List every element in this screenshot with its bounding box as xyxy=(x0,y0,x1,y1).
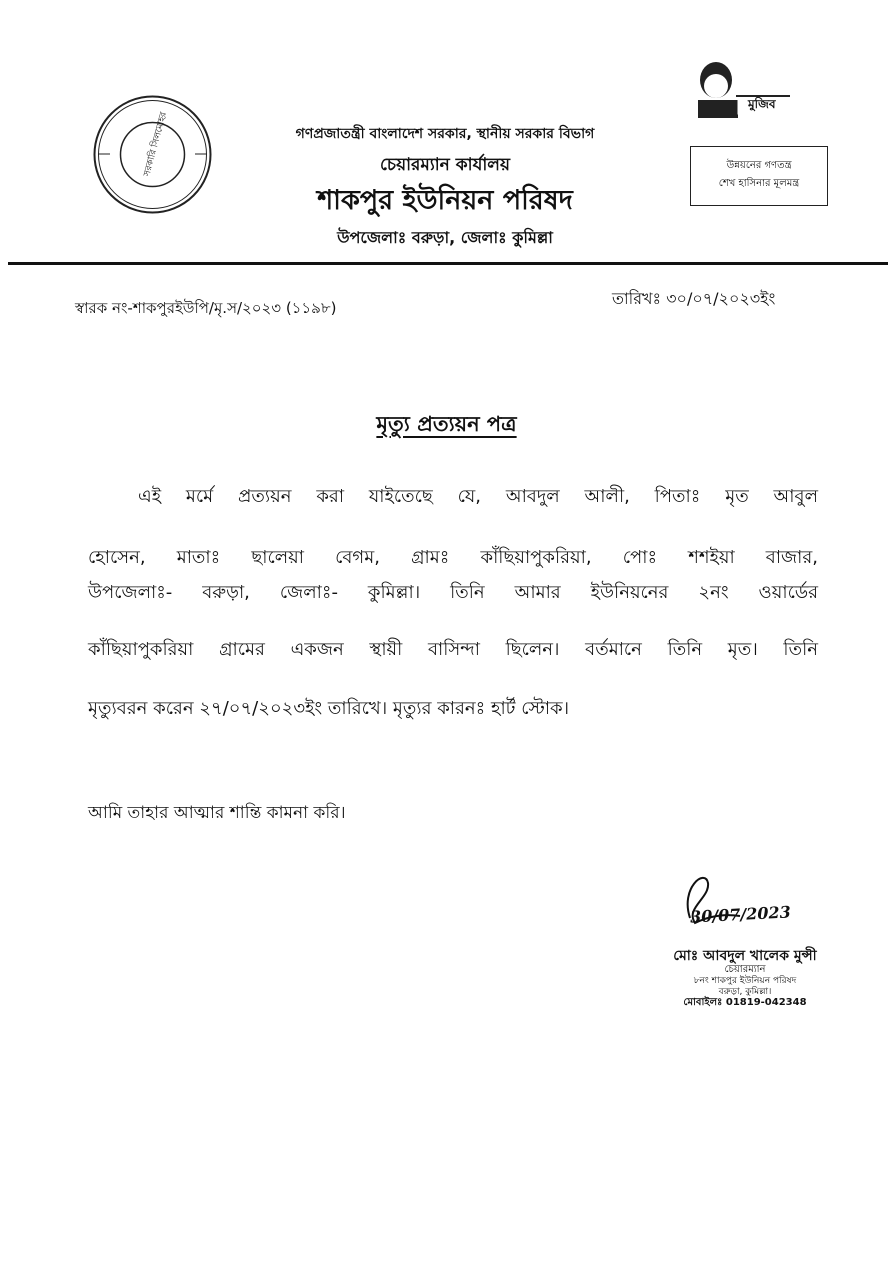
council-name: শাকপুর ইউনিয়ন পরিষদ xyxy=(317,185,573,216)
slogan-line-1: উন্নয়নের গণতন্ত্র xyxy=(726,160,792,171)
svg-text:সরকারি সিলমোহর: সরকারি সিলমোহর xyxy=(142,111,170,178)
slogan-line-2: শেখ হাসিনার মূলমন্ত্র xyxy=(718,178,800,189)
signatory-mobile: মোবাইলঃ 01819-042348 xyxy=(683,997,807,1008)
mujib-logo xyxy=(688,52,793,122)
body-line: মৃত্যুবরন করেন ২৭/০৭/২০২৩ইং তারিখে। মৃত্যুর কারনঃ হার্ট স্টোক। xyxy=(88,698,570,719)
body-line: এই মর্মে প্রত্যয়ন করা যাইতেছে যে, আবদুল আলী, পিতাঃ মৃত আবুল xyxy=(138,486,818,507)
ministry-line: গণপ্রজাতন্ত্রী বাংলাদেশ সরকার, স্থানীয় সরকার বিভাগ xyxy=(295,126,595,142)
office-title: চেয়ারম্যান কার্যালয় xyxy=(380,155,510,175)
document-title-text: মৃত্যু প্রত্যয়ন পত্র xyxy=(376,412,517,436)
slogan-box xyxy=(690,146,828,206)
seal-graphic xyxy=(90,92,215,217)
closing-line: আমি তাহার আত্মার শান্তি কামনা করি। xyxy=(88,803,346,823)
body-line: হোসেন, মাতাঃ ছালেয়া বেগম, গ্রামঃ কাঁছিয়াপুকরিয়া, পোঃ শশইয়া বাজার, xyxy=(88,547,818,568)
signatory-name: মোঃ আবদুল খালেক মুন্সী xyxy=(673,948,817,964)
document-title xyxy=(0,408,893,443)
body-line: কাঁছিয়াপুকরিয়া গ্রামের একজন স্থায়ী বাসিন্দা ছিলেন। বর্তমানে তিনি মৃত। তিনি xyxy=(88,639,818,660)
logo-text: মুজিব xyxy=(748,97,776,111)
signatory-designation: চেয়ারম্যান xyxy=(724,964,766,975)
office-seal xyxy=(90,92,215,217)
header-divider xyxy=(8,262,888,265)
issue-date: তারিখঃ ৩০/০৭/২০২৩ইং xyxy=(612,289,776,308)
signatory-council: ৮নং শাকপুর ইউনিয়ন পরিষদ xyxy=(693,976,797,986)
signatory-address: বরুড়া, কুমিল্লা। xyxy=(718,987,772,997)
signature-date: 30/07/2023 xyxy=(689,902,792,927)
council-address: উপজেলাঃ বরুড়া, জেলাঃ কুমিল্লা xyxy=(337,228,553,247)
memo-number: স্বারক নং-শাকপুরইউপি/মৃ.স/২০২৩ (১১৯৮) xyxy=(75,299,337,317)
body-line: উপজেলাঃ- বরুড়া, জেলাঃ- কুমিল্লা। তিনি আমার ইউনিয়নের ২নং ওয়ার্ডের xyxy=(88,582,818,603)
